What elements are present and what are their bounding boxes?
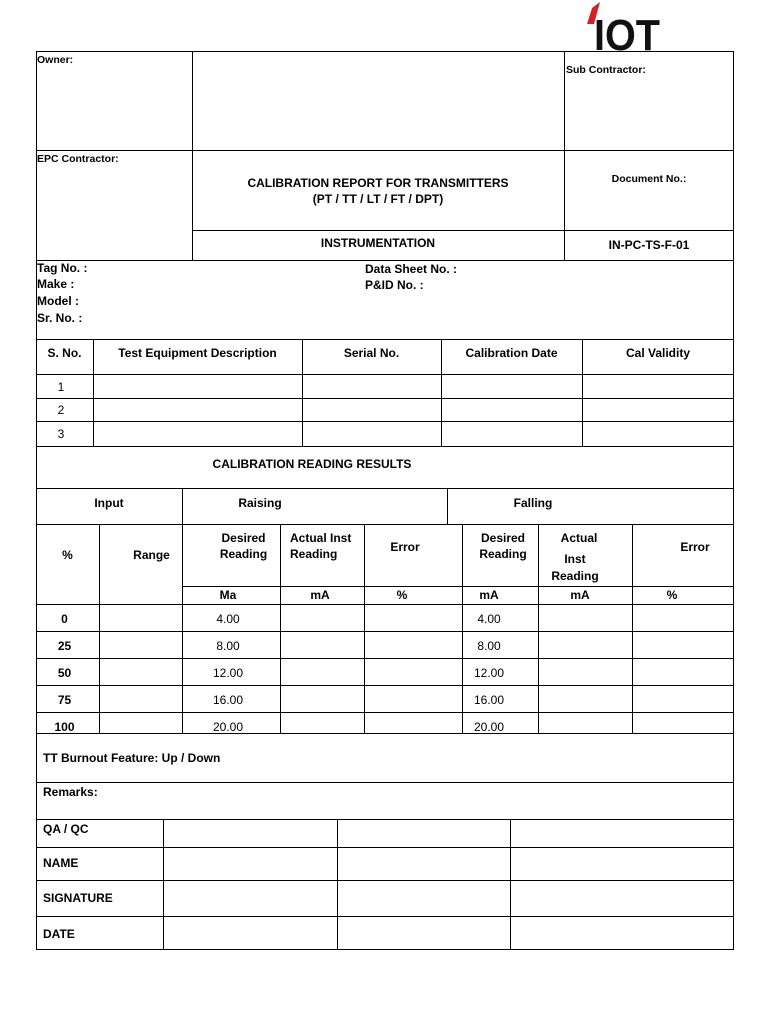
falling-header: Falling [513,496,553,510]
reading-row-0-raise: 4.00 [216,612,240,626]
raising-header: Raising [238,496,282,510]
unit-raise-actual: mA [310,588,330,602]
pid-no-label: P&ID No. : [365,278,424,292]
svg-text:IOT: IOT [594,11,661,52]
epc-contractor-label: EPC Contractor: [37,153,119,165]
iot-logo [580,2,662,52]
equip-row-1: 1 [57,380,65,394]
equip-header-serial: Serial No. [343,346,400,360]
equip-header-cal-date: Calibration Date [465,346,558,360]
document-label: Document No.: [611,173,687,185]
reading-row-0-pct: 0 [61,612,68,626]
signoff-table [36,819,734,950]
reading-row-100-pct: 100 [54,720,75,734]
equip-header-cal-validity: Cal Validity [625,346,691,360]
data-sheet-label: Data Sheet No. : [365,262,458,276]
fall-actual-header-2: Inst [564,552,586,566]
qa-qc-label: QA / QC [43,822,89,836]
report-subtitle: (PT / TT / LT / FT / DPT) [312,192,444,206]
reading-row-0-fall: 4.00 [477,612,501,626]
fall-desired-header-1: Desired [480,531,526,545]
iot-logo-mark [580,2,662,52]
reading-row-100-fall: 20.00 [473,720,505,734]
unit-raise-desired: Ma [219,588,237,602]
burnout-feature: TT Burnout Feature: Up / Down [43,751,221,765]
unit-fall-desired: mA [479,588,499,602]
raise-actual-header-2: Reading [290,547,338,561]
reading-row-25-fall: 8.00 [477,639,501,653]
fall-error-header: Error [680,540,710,554]
raise-actual-header-1: Actual Inst [290,531,352,545]
date-label: DATE [43,927,75,941]
equip-header-description: Test Equipment Description [118,346,277,360]
sub-contractor-label: Sub Contractor: [566,64,646,76]
tag-no-label: Tag No. : [37,261,88,275]
reading-row-25-raise: 8.00 [216,639,240,653]
input-header: Input [94,496,124,510]
unit-fall-actual: mA [570,588,590,602]
remarks-row [36,782,734,820]
remarks-label: Remarks: [43,785,98,799]
reading-row-50-raise: 12.00 [212,666,244,680]
reading-row-50-pct: 50 [57,666,72,680]
reading-row-25-pct: 25 [57,639,72,653]
equip-row-2: 2 [57,403,65,417]
report-title: CALIBRATION REPORT FOR TRANSMITTERS [247,176,509,190]
fall-desired-header-2: Reading [479,547,527,561]
reading-row-75-fall: 16.00 [473,693,505,707]
fall-actual-header-3: Reading [551,569,599,583]
percent-header: % [62,548,73,562]
equip-row-3: 3 [57,427,65,441]
make-label: Make : [37,277,75,291]
signature-label: SIGNATURE [43,891,113,905]
reading-row-100-raise: 20.00 [212,720,244,734]
equip-header-sno: S. No. [47,346,82,360]
range-header: Range [133,548,170,562]
name-label: NAME [43,856,79,870]
model-label: Model : [37,294,79,308]
reading-row-75-raise: 16.00 [212,693,244,707]
document-number: IN-PC-TS-F-01 [608,238,690,252]
department: INSTRUMENTATION [320,236,436,250]
fall-actual-header-1: Actual [560,531,598,545]
reading-row-50-fall: 12.00 [473,666,505,680]
raise-desired-header-1: Desired [221,531,266,545]
unit-raise-error: % [396,588,408,602]
raise-desired-header-2: Reading [219,547,268,561]
owner-label: Owner: [37,54,74,66]
unit-fall-error: % [666,588,678,602]
reading-row-75-pct: 75 [57,693,72,707]
sr-no-label: Sr. No. : [37,311,83,325]
results-title: CALIBRATION READING RESULTS [212,457,412,471]
raise-error-header: Error [390,540,420,554]
